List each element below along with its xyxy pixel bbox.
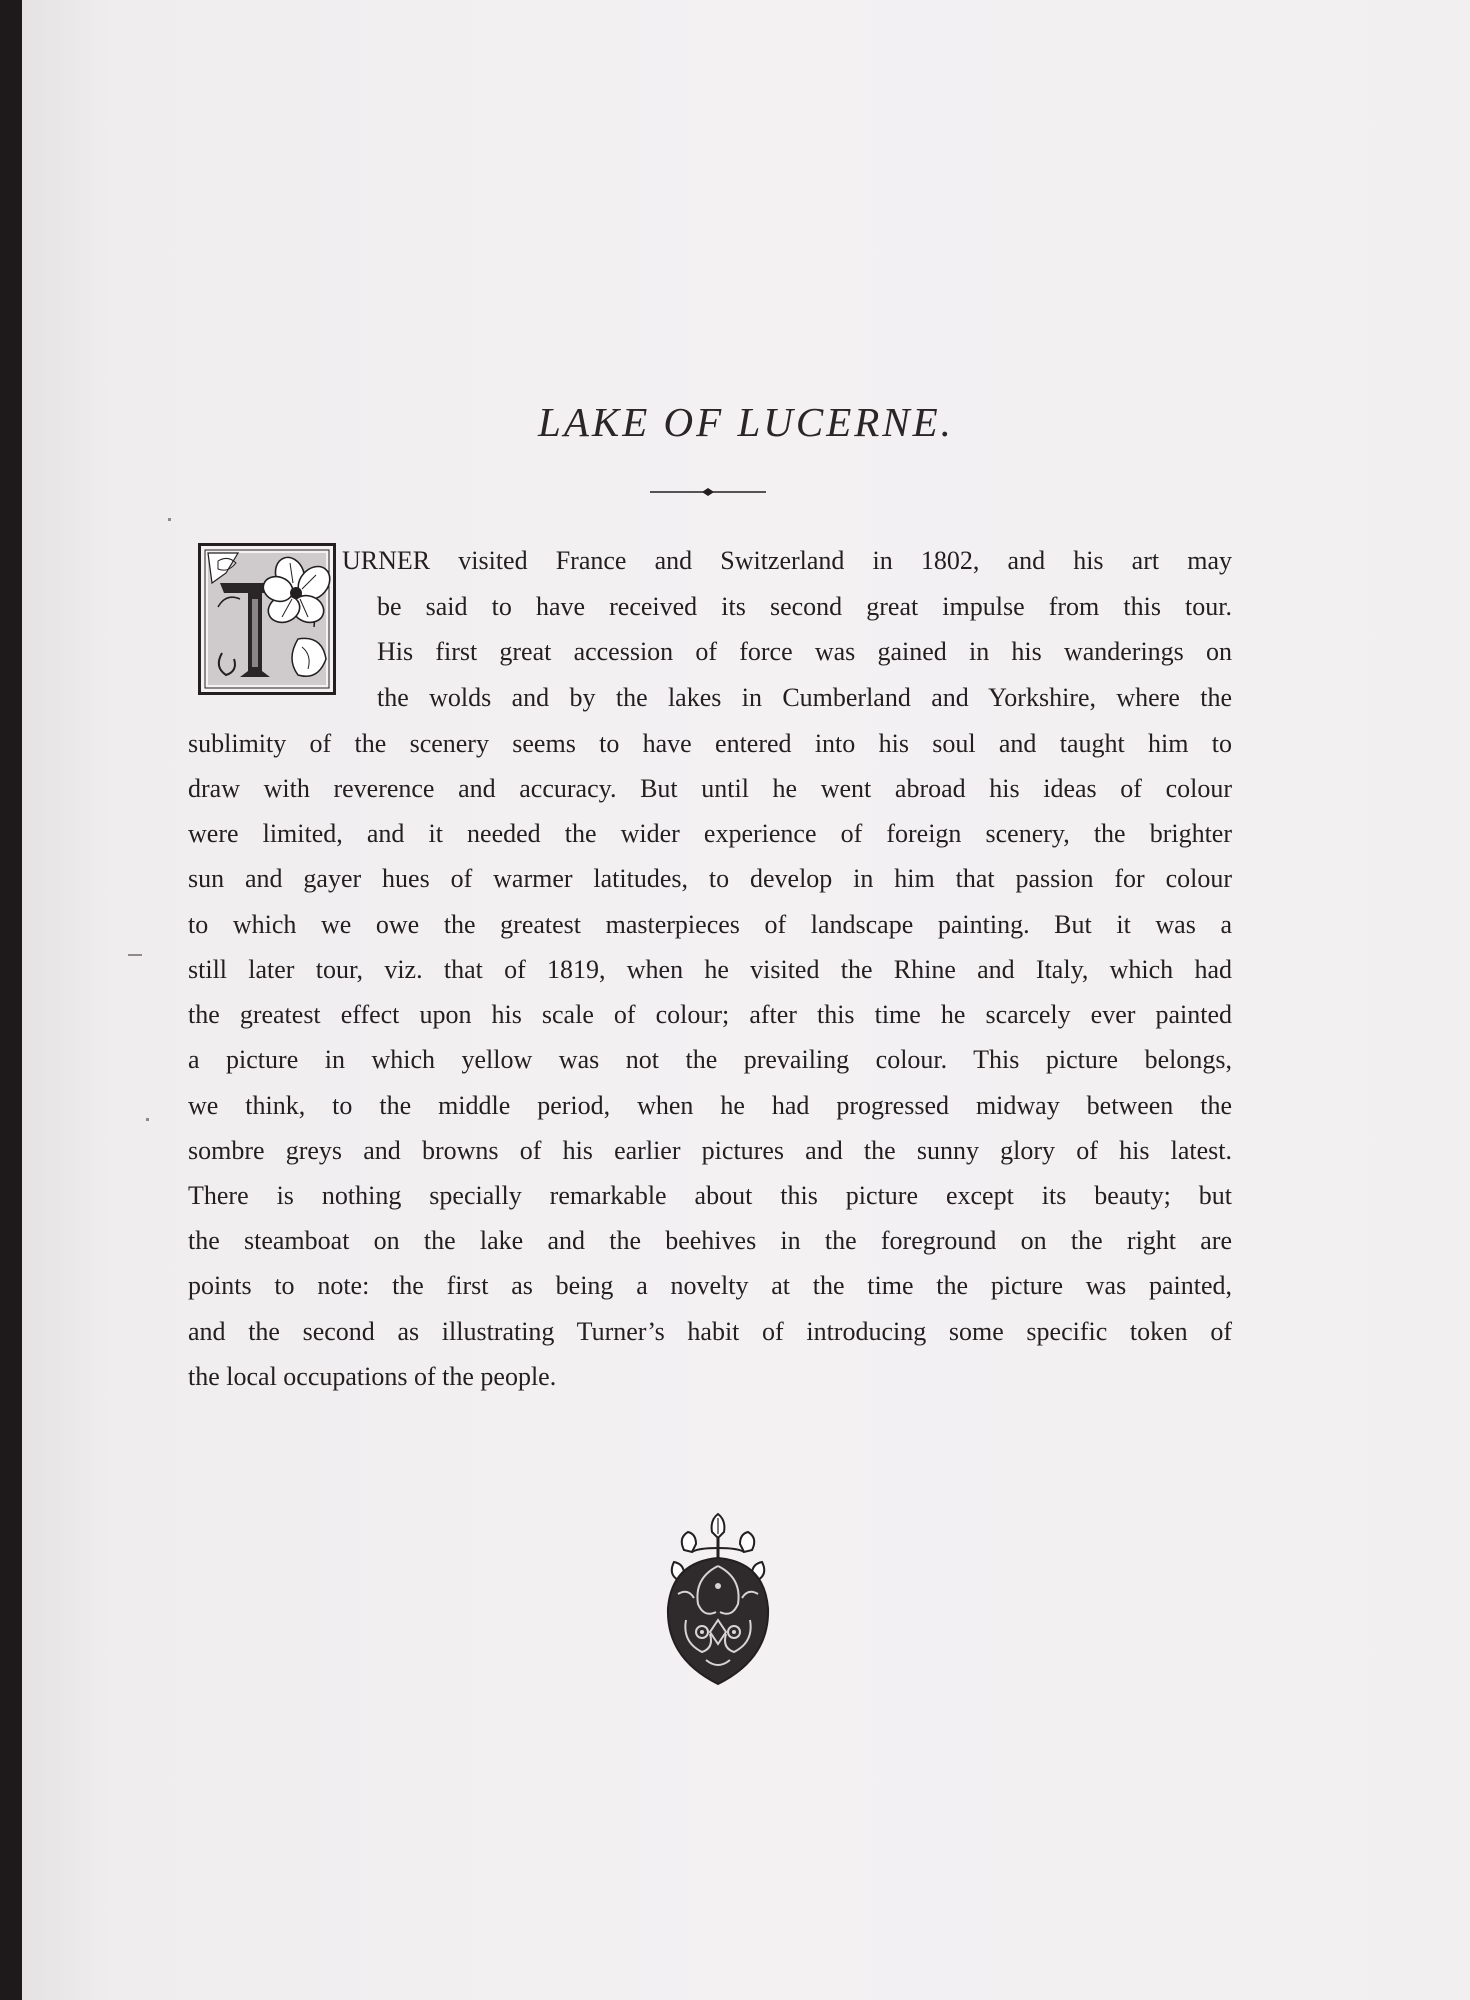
text-line-13: we think, to the middle period, when he had progressed midway between the: [188, 1091, 1232, 1120]
floral-initial-icon: [198, 543, 336, 695]
text-line-3: His first great accession of force was gained in his wanderings on: [377, 637, 1232, 666]
paper-speck: [146, 1118, 149, 1121]
paper-speck: [128, 954, 142, 956]
text-line-18: and the second as illustrating Turner’s habit of introducing some specific token of: [188, 1317, 1232, 1346]
text-line-11: the greatest effect upon his scale of colour; after this time he scarcely ever painted: [188, 1000, 1232, 1029]
diamond-rule-icon: [648, 486, 768, 498]
text-line-12: a picture in which yellow was not the prevailing colour. This picture belongs,: [188, 1045, 1232, 1074]
text-line-8: sun and gayer hues of warmer latitudes, to develop in him that passion for colour: [188, 864, 1232, 893]
text-line-2: be said to have received its second great impulse from this tour.: [377, 592, 1232, 621]
text-line-9: to which we owe the greatest masterpieces of landscape painting. But it was a: [188, 910, 1232, 939]
text-line-7: were limited, and it needed the wider experience of foreign scenery, the brighter: [188, 819, 1232, 848]
text-line-19: the local occupations of the people.: [188, 1362, 557, 1391]
text-line-5: sublimity of the scenery seems to have entered into his soul and taught him to: [188, 729, 1232, 758]
text-line-17: points to note: the first as being a novelty at the time the picture was painted,: [188, 1271, 1232, 1300]
text-line-14: sombre greys and browns of his earlier pictures and the sunny glory of his latest.: [188, 1136, 1232, 1165]
floral-tailpiece-icon: [658, 1508, 778, 1690]
text-line-1: URNER visited France and Switzerland in 1802, and his art may: [342, 546, 1232, 575]
text-line-15: There is nothing specially remarkable about this picture except its beauty; but: [188, 1181, 1232, 1210]
paper-speck: [168, 518, 171, 521]
book-page: [22, 0, 1470, 2000]
page-title: LAKE OF LUCERNE.: [538, 399, 954, 445]
text-line-4: the wolds and by the lakes in Cumberland and Yorkshire, where the: [377, 683, 1232, 712]
text-line-6: draw with reverence and accuracy. But until he went abroad his ideas of colour: [188, 774, 1232, 803]
text-line-10: still later tour, viz. that of 1819, when he visited the Rhine and Italy, which had: [188, 955, 1232, 984]
text-line-16: the steamboat on the lake and the beehives in the foreground on the right are: [188, 1226, 1232, 1255]
